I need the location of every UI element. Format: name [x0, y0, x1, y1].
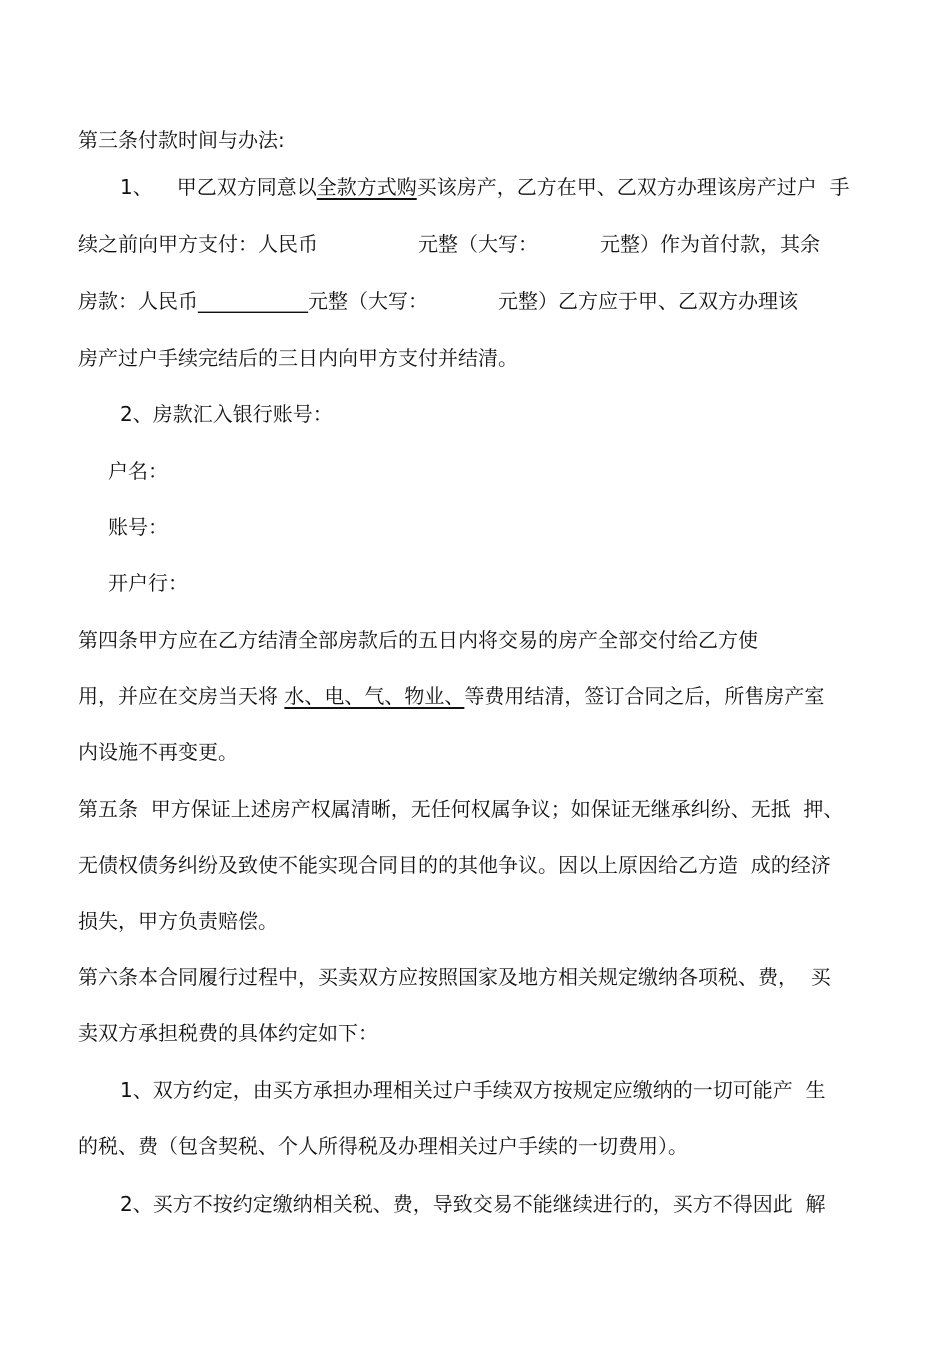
text-segment: 甲乙双方同意以: [176, 175, 317, 199]
article-6-clause-2-line-1: 2、买方不按约定缴纳相关税、费，导致交易不能继续进行的，买方不得因此 解: [120, 1192, 826, 1216]
text-segment: 续之前向甲方支付：人民币: [78, 232, 318, 256]
text-segment: 元整）作为首付款，其余: [600, 232, 820, 256]
article-3-clause-1-line-4: 房产过户手续完结后的三日内向甲方支付并结清。: [78, 346, 518, 370]
article-3-clause-1-line-1: [120, 173, 849, 201]
account-bank-label: 开户行：: [108, 571, 188, 595]
article-3-clause-1-line-3: [78, 287, 798, 315]
article-3-clause-2: 2、房款汇入银行账号：: [120, 402, 333, 426]
text-segment: 元整（大写：: [418, 232, 538, 256]
article-6-line-1: 第六条本合同履行过程中，买卖双方应按照国家及地方相关规定缴纳各项税、费， 买: [78, 965, 831, 989]
article-3-title: 第三条付款时间与办法:: [78, 128, 285, 152]
underlined-term: 全款方式购: [316, 175, 417, 199]
article-5-line-2: 无债权债务纠纷及致使不能实现合同目的的其他争议。因以上原因给乙方造 成的经济: [78, 853, 831, 877]
text-segment: 等费用结清，签订合同之后，所售房产室: [464, 684, 825, 708]
account-number-label: 账号：: [108, 515, 168, 539]
text-segment: 元整（大写：: [308, 289, 428, 313]
article-6-clause-1-line-2: 的税、费（包含契税、个人所得税及办理相关过户手续的一切费用）。: [78, 1134, 688, 1158]
text-segment: 买该房产，乙方在甲、乙双方办理该房产过户 手: [416, 175, 850, 199]
article-6-clause-1-line-1: 1、双方约定，由买方承担办理相关过户手续双方按规定应缴纳的一切可能产 生: [120, 1078, 826, 1102]
article-6-line-2: 卖双方承担税费的具体约定如下：: [78, 1021, 378, 1045]
text-segment: 用，并应在交房当天将: [78, 684, 285, 708]
article-5-line-3: 损失，甲方负责赔偿。: [78, 909, 278, 933]
article-5-line-1: 第五条 甲方保证上述房产权属清晰，无任何权属争议；如保证无继承纠纷、无抵 押、: [78, 797, 844, 821]
clause-number: 1、: [120, 175, 153, 199]
text-segment: 元整）乙方应于甲、乙双方办理该: [498, 289, 798, 313]
article-4-line-1: 第四条甲方应在乙方结清全部房款后的五日内将交易的房产全部交付给乙方使: [78, 628, 758, 652]
article-4-line-3: 内设施不再变更。: [78, 740, 238, 764]
account-name-label: 户名：: [108, 459, 168, 483]
article-4-line-2: [78, 682, 824, 710]
amount-blank: ___________: [198, 289, 308, 313]
text-segment: 房款：人民币: [78, 289, 198, 313]
underlined-term: 水、电、气、物业、: [284, 684, 465, 708]
article-3-clause-1-line-2: [78, 230, 820, 258]
